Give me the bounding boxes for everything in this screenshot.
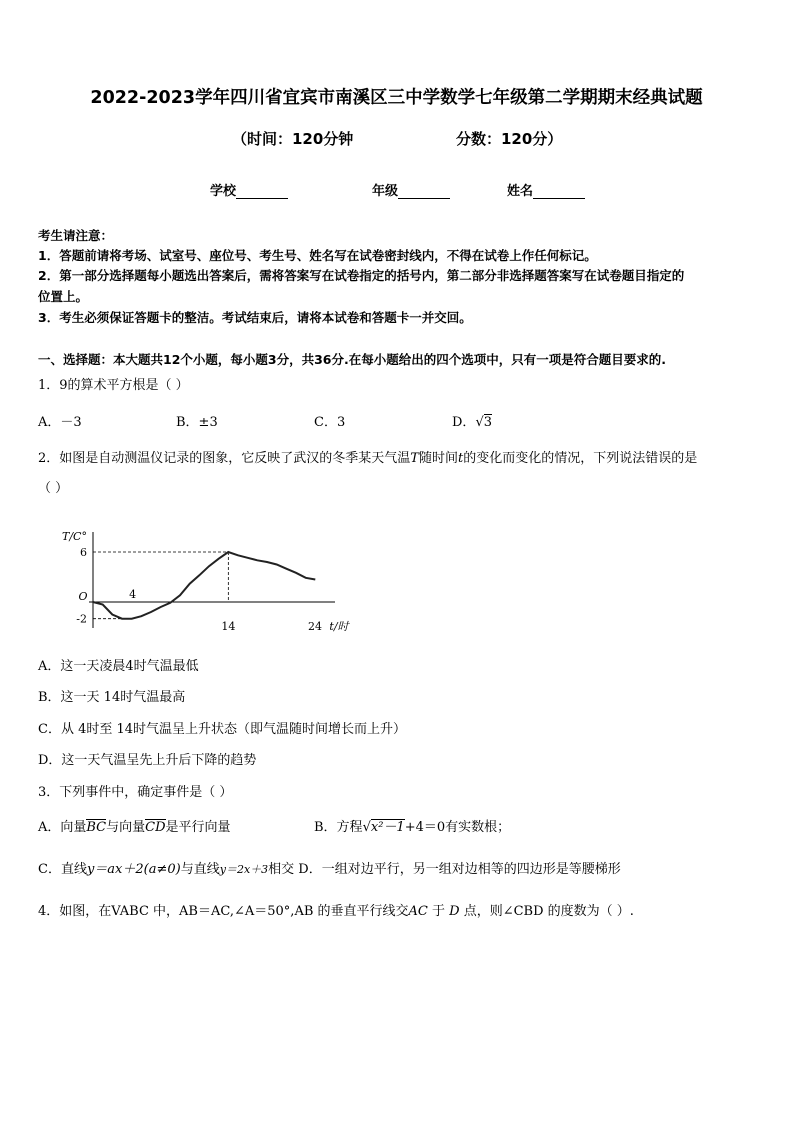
q2-stem-part1: 2．如图是自动测温仪记录的图象，它反映了武汉的冬季某天气温 — [38, 451, 411, 466]
q1-option-c: C．3 — [314, 415, 346, 430]
q4-stem-part3: 点，则∠CBD 的度数为（ ）. — [459, 904, 634, 919]
q1-option-a: A．－3 — [38, 415, 82, 430]
school-blank[interactable] — [236, 184, 288, 199]
exam-time: （时间：120分钟 — [232, 130, 354, 148]
q1-option-d-label: D． — [452, 415, 476, 430]
temperature-chart — [60, 520, 350, 640]
q2-answer-paren: （ ） — [38, 481, 69, 496]
x-tick-label: 14 — [221, 620, 236, 633]
x-tick-label: 4 — [129, 588, 137, 601]
q3-option-a-text2: 与向量 — [106, 820, 146, 835]
q1-stem: 1．9的算术平方根是（ ） — [38, 378, 189, 393]
section-heading: 一、选择题：本大题共12个小题，每小题3分，共36分.在每小题给出的四个选项中，只有一项是符合题目要求的. — [38, 352, 666, 367]
q3-option-b-radicand: x²－1 — [370, 820, 405, 835]
chart-series-line — [93, 552, 315, 619]
q3-option-c-line1: y＝ax＋2(a≠0) — [86, 862, 181, 877]
q3-option-a — [38, 816, 231, 835]
q3-option-b-text3: 有实数根； — [445, 820, 511, 835]
sqrt-icon: √ — [475, 415, 484, 430]
grade-field — [372, 180, 450, 199]
q4-stem-part1: 4．如图，在VABC 中，AB＝AC,∠A＝50°,AB 的垂直平行线交 — [38, 904, 409, 919]
q3-option-b-text1: B．方程 — [314, 820, 363, 835]
origin-label: O — [78, 590, 88, 603]
name-blank[interactable] — [533, 184, 585, 199]
q1-option-d — [452, 411, 492, 430]
notice-line-1: 1．答题前请将考场、试室号、座位号、考生号、姓名写在试卷密封线内，不得在试卷上作任何标记。 — [38, 248, 597, 263]
q2-option-d: D．这一天气温呈先上升后下降的趋势 — [38, 753, 257, 768]
y-tick-label: -2 — [76, 612, 87, 626]
q3-vector-cd: CD — [145, 820, 166, 835]
q3-option-a-text3: 是平行向量 — [165, 820, 231, 835]
q3-option-c-d — [38, 858, 621, 877]
exam-title: 2022-2023学年四川省宜宾市南溪区三中学数学七年级第二学期期末经典试题 — [90, 88, 703, 108]
x-tick-label: 24 — [308, 620, 322, 633]
x-axis-label: t/时 — [329, 620, 349, 633]
sqrt-icon: √ — [362, 820, 371, 835]
grade-blank[interactable] — [398, 184, 450, 199]
q2-option-a: A．这一天凌晨4时气温最低 — [38, 659, 199, 674]
q1-option-b: B．±3 — [176, 415, 218, 430]
y-tick-label: 6 — [80, 546, 87, 559]
notice-line-2-cont: 位置上。 — [38, 289, 89, 304]
q3-option-c-text1: C．直线 — [38, 862, 87, 877]
q2-option-c: C．从 4时至 14时气温呈上升状态（即气温随时间增长而上升） — [38, 722, 407, 737]
q3-option-b — [314, 816, 510, 835]
q2-stem-part3: 的变化而变化的情况，下列说法错误的是 — [463, 451, 698, 466]
q3-option-c-line2: y＝2x＋3 — [219, 863, 269, 876]
q4-stem — [38, 900, 634, 919]
name-field — [507, 180, 585, 199]
q4-stem-part2: 于 — [427, 904, 445, 919]
q3-vector-bc: BC — [86, 820, 107, 835]
q3-stem: 3．下列事件中，确定事件是（ ） — [38, 785, 233, 800]
q2-stem — [38, 447, 697, 466]
school-label: 学校 — [210, 184, 237, 199]
notice-line-3: 3．考生必须保证答题卡的整洁。考试结束后，请将本试卷和答题卡一并交回。 — [38, 310, 472, 325]
notice-line-2: 2．第一部分选择题每小题选出答案后，需将答案写在试卷指定的括号内，第二部分非选择题答案写在试卷题目指定的 — [38, 268, 685, 283]
q2-stem-part2: 随时间 — [418, 451, 458, 466]
q1-option-d-value: 3 — [483, 415, 493, 430]
q2-var-t: t — [457, 451, 464, 466]
notice-heading: 考生请注意： — [38, 228, 114, 243]
q4-segment-ac: AC — [408, 904, 428, 919]
exam-score: 分数：120分） — [456, 130, 563, 148]
school-field — [210, 180, 288, 199]
q3-option-a-text1: A．向量 — [38, 820, 87, 835]
y-axis-label: T/C° — [62, 530, 87, 543]
q3-option-c-text3: 相交 D．一组对边平行，另一组对边相等的四边形是等腰梯形 — [268, 862, 621, 877]
q4-point-d: D — [449, 904, 460, 919]
grade-label: 年级 — [372, 184, 399, 199]
name-label: 姓名 — [507, 184, 534, 199]
q2-option-b: B．这一天 14时气温最高 — [38, 690, 186, 705]
q3-option-c-text2: 与直线 — [180, 862, 220, 877]
q3-option-b-expr: +4＝0 — [404, 820, 446, 835]
q2-var-T: T — [410, 451, 419, 466]
